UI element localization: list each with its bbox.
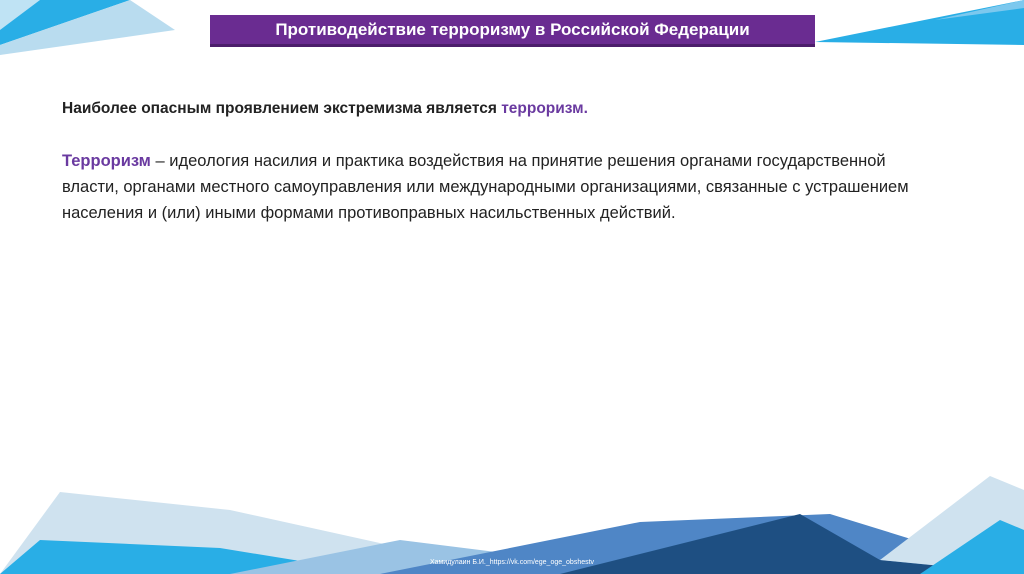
slide-title xyxy=(210,15,815,47)
top-right-blue-shape xyxy=(815,0,1024,45)
lead-text: Наиболее опасным проявлением экстремизма является xyxy=(62,100,502,117)
lead-accent: терроризм. xyxy=(501,100,588,117)
definition-term: Терроризм xyxy=(62,152,151,170)
definition-paragraph xyxy=(62,148,942,226)
footer-credit: Хамидулаин Б.И._https://vk.com/ege_oge_obshestv xyxy=(429,559,595,566)
lead-paragraph xyxy=(62,96,962,122)
definition-text: – идеология насилия и практика воздействия на принятие решения органами государственной власти, органами местного самоуправления или международными организациями, связанные с устрашением населения и (или) иными формами противоправных насильственных действий. xyxy=(62,152,909,222)
slide-content xyxy=(62,96,962,226)
slide-title-text: Противодействие терроризму в Российской Федерации xyxy=(275,19,750,39)
